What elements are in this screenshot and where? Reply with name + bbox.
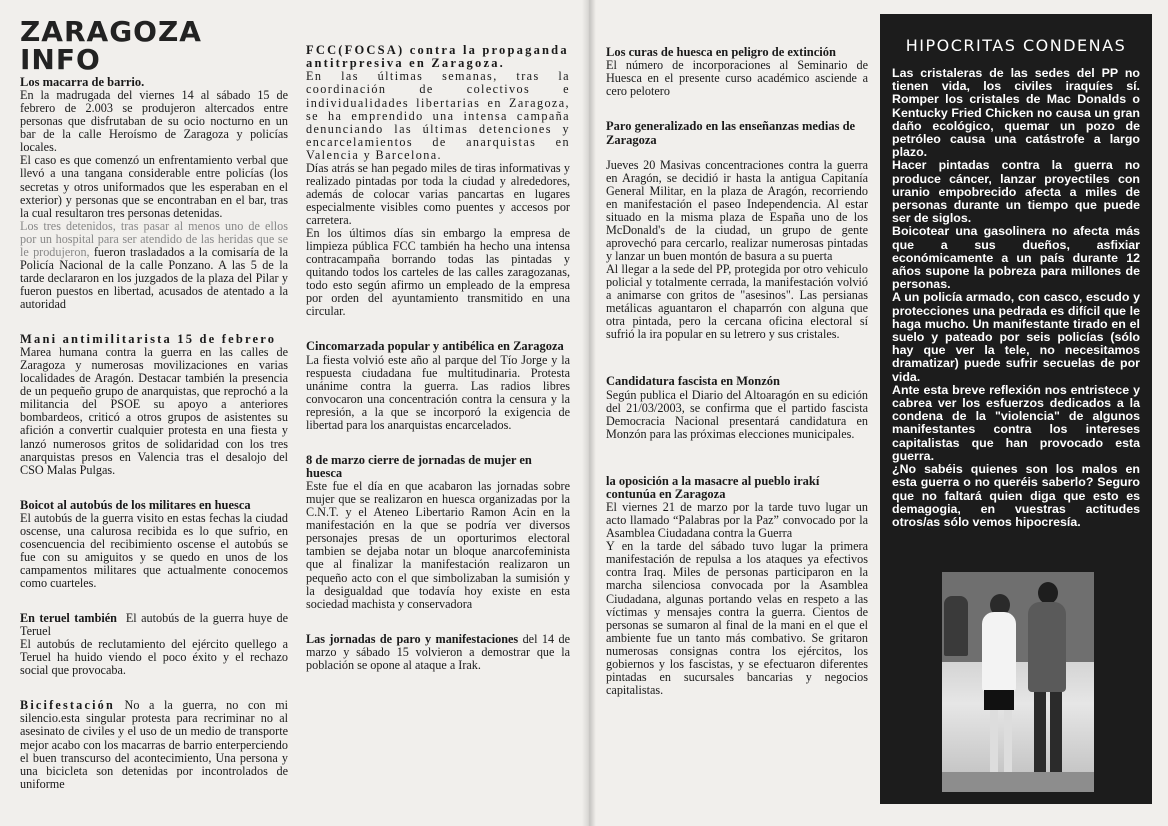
article-paragraph: La fiesta volvió este año al parque del Tío Jorge y la respuesta ciudadana fue multitudinaria. Protesta unánime contra la guerra. Las radios libres convocaron una concentración contra la censura y la represión, a la que se incorporó la exigencia de libertad para los anarquistas encarcelados. [306,352,570,432]
article-title: Los macarra de barrio. [20,75,145,89]
article-title: la oposición a la masacre al pueblo irakí contunúa en Zaragoza [606,473,820,501]
article-title: Bicifestación [20,698,115,713]
column-middle [306,44,570,672]
faded-text: Los tres detenidos, tras pasar al menos uno de ellos por un hospital para ser atendido de las heridas que se le produjeron, [20,218,288,259]
sidebar-paragraph: Boicotear una gasolinera no afecta más que a sus dueños, asfixiar económicamente a un país durante 12 años supone la pobreza para millones de personas. [892,224,1140,292]
article-paragraph: El caso es que comenzó un enfrentamiento verbal que llevó a una tangana considerable entre policías (los secretas y otros uniformados que les esperaban en el exterior) y personas que se encontraban en el bar, tras la cual resultaron tres personas detenidas. [20,153,288,220]
article-title: Las jornadas de paro y manifestaciones [306,631,519,646]
article-title: 8 de marzo cierre de jornadas de mujer en huesca [306,452,532,480]
masthead: ZARAGOZA INFO [20,18,202,76]
article-paragraph: Marea humana contra la guerra en las calles de Zaragoza y numerosas movilizaciones en varias localidades de Aragón. Destacar también la presencia de un pequeño grupo de anarquistas, que reprochó a la militancia del PSOE su apoyo a anteriores bombardeos, criticó a otros grupos de asistentes su afición a convertir cualquier protesta en una fiesta y lanzó numerosos gritos de solidaridad con los tres anarquistas presos en Valencia tras el desalojo del CSO Malas Pulgas. [20,345,288,477]
sidebar-paragraph: Ante esta breve reflexión nos entristece y cabrea ver los esfuerzos dedicados a la condena de la "violencia" de algunos manifestantes contra los intereses capitalistas que han provocado esta guerra. [892,382,1140,463]
sidebar-text [880,67,1152,529]
article-title: Candidatura fascista en Monzón [606,374,780,389]
article-paragraph: Este fue el día en que acabaron las jornadas sobre mujer que se realizaron en huesca organizadas por la C.N.T. y el Ateneo Libertario Ramon Acin en la manifestación en la que se podría ver diversos personajes presas de un oporturimos electoral tambien se dejaba notar un bloque anarcofeminista que al finalizar la manifestación realizaron un pequeño acto con el que simbolizaban la sumisión y la desigualdad que todavía hoy existe en esta sociedad machista y conservadora [306,479,570,611]
protest-photo [942,572,1094,792]
sidebar-paragraph: ¿No sabéis quienes son los malos en esta guerra o no queréis saberlo? Seguro que no faltará quien diga que esto es demagogia, en vuestras actitudes otros/as sólo vemos hipocresía. [892,462,1140,529]
article-lead: No a la guerra, no con mi silencio. [20,698,288,726]
page-fold [582,0,596,826]
article-paragraph: Y en la tarde del sábado tuvo lugar la primera manifestación de repulsa a los ataques ya efectivos contra Iraq. Miles de personas participaron en la marcha silenciosa convocada por la Asamblea Ciudadana, algunas portando velas en respeto a las víctimas y mensajes contra la guerra. Cientos de personas se sumaron al final de la mani en el que el ambiente fue un tanto más combativo. Se gritaron numerosas consignas contra los ejércitos, los gobiernos y los fascistas, y se efectuaron diferentes pintadas en sucursales bancarias y negocios capitalistas. [606,539,868,697]
article-paragraph: Según publica el Diario del Altoaragón en su edición del 21/03/2003, se confirma que el partido fascista Democracia Nacional presentará candidatura en Monzón para las próximas elecciones municipales. [606,387,868,441]
column-left [20,18,288,791]
article-paragraph: Al llegar a la sede del PP, protegida por otro vehiculo policial y totalmente cerrada, la manifestación volvió a animarse con gritos de "asesinos". Las persianas metálicas aguantaron el chaparrón con alguna que otra pintada, pero la cercana oficina electoral sí sufrió la ira popular en su letrero y sus cristales. [606,262,868,342]
article-title: Los curas de huesca en peligro de extinción [606,46,836,59]
article-paragraph: El número de incorporaciones al Seminario de Huesca en el presente curso académico asciende a cero pelotero [606,58,868,99]
article-paragraph [20,220,288,311]
sidebar-paragraph: Hacer pintadas contra la guerra no produce cáncer, lanzar proyectiles con uranio empobrecido afecta a miles de personas durante un tiempo que puede ser de siglos. [892,158,1140,226]
sidebar-paragraph: A un policía armado, con casco, escudo y protecciones una pedrada es difícil que le haga mucho. Un manifestante tirado en el suelo y pateado por seis policías (sólo hay que ver la tele, no necesitamos dramatizar) puede sufrir secuelas de por vida. [892,290,1140,384]
article-paragraph [20,612,288,638]
article-lead: El autobús de la guerra huye de Teruel [20,611,288,639]
sidebar-paragraph: Las cristaleras de las sedes del PP no tienen vida, los civiles iraquíes sí. Romper los cristales de Mac Donalds o Kentucky Fried Chicken no causa un gran daño ecológico, quemar un pozo de petróleo causa una catástrofe a largo plazo. [892,66,1140,160]
column-right [606,46,868,697]
article-paragraph: En las últimas semanas, tras la coordinación de colectivos e individualidades libertarias en Zaragoza, se ha emprendido una intensa campaña denunciando las últimas detenciones y encarcelamientos de anarquistas en Valencia y Barcelona. [306,69,570,162]
article-text: fueron trasladados a la comisaría de la Policía Nacional de la calle Ponzano. A las 5 de la tarde declararon en los juzgados de la plaza del Pilar y fueron puestos en libertad, acusados de atentado a la autoridad [20,244,288,311]
article-title: En teruel también [20,611,117,626]
article-title: Paro generalizado en las enseñanzas medias de Zaragoza [606,119,856,147]
article-paragraph: El viernes 21 de marzo por la tarde tuvo lugar un acto llamado “Palabras por la Paz” convocado por la Asamblea Ciudadana contra la Guerra [606,500,868,541]
article-paragraph: Días atrás se han pegado miles de tiras informativas y realizado pintadas por toda la ciudad y alrededores, además de colocar varias pancartas en lugares especialmente visibles como puentes y accesos por carretera. [306,160,570,227]
sidebar-box [880,14,1152,804]
sidebar-title: HIPOCRITAS CONDENAS [905,36,1127,55]
article-title: Mani antimilitarista 15 de febrero [20,332,277,346]
article-paragraph [306,633,570,672]
article-paragraph: En la madrugada del viernes 14 al sábado 15 de febrero de 2.003 se produjeron altercados entre personas que disfrutaban de su ocio nocturno en un bar de la calle Heroísmo de Zaragoza y policías locales. [20,88,288,155]
article-title: FCC(FOCSA) contra la propaganda antitrpresiva en Zaragoza. [306,44,569,71]
article-text: del 14 de marzo y sábado 15 volvieron a demostrar que la población se opone al ataque a Irak. [306,631,570,672]
article-paragraph [20,699,288,790]
article-paragraph: El autobús de la guerra visito en estas fechas la ciudad oscense, una calurosa recibida es lo que sufrio, en cosencuencia del recibimiento oscense el autobús se fue con su amiguitos y se quedo en unos de los campamentos militares que actualmente conocemos como cuarteles. [20,510,288,591]
article-title: Cincomarzada popular y antibélica en Zaragoza [306,339,564,354]
article-paragraph: El autobús de reclutamiento del ejército quellego a Teruel ha huido viendo el poco éxito y el rechazo social que provocaba. [20,637,288,678]
article-title: Boicot al autobús de los militares en huesca [20,497,251,512]
article-paragraph: Jueves 20 Masivas concentraciones contra la guerra en Aragón, se decidió ir hasta la antigua Capitanía General Militar, en la plaza de Aragón, recorriendo en manifestación el paseo Independencia. Al estar situado en la misma plaza de España uno de los McDonald's de la ciudad, un grupo de gente aprovechó para cercarlo, realizar numerosas pintadas y lanzar un buen montón de basura a su puerta [606,157,868,264]
article-paragraph: En los últimos días sin embargo la empresa de limpieza pública FCC también ha hecho una intensa contracampaña borrando todas las pintadas y quitando todos los carteles de las calles zaragozanas, todo esto según afirmo un empleado de la empresa por orden del ayuntamiento transmitido en una circular. [306,225,570,319]
article-text: esta singular protesta para recriminar no al asesinato de civiles y el uso de un medio de transporte mejor acabo con los macarras de barrio enterperciendo el buen transcurso del acontecimiento, Una persona y una bicicleta son detenidas por incontrolados de uniforme [20,711,288,791]
